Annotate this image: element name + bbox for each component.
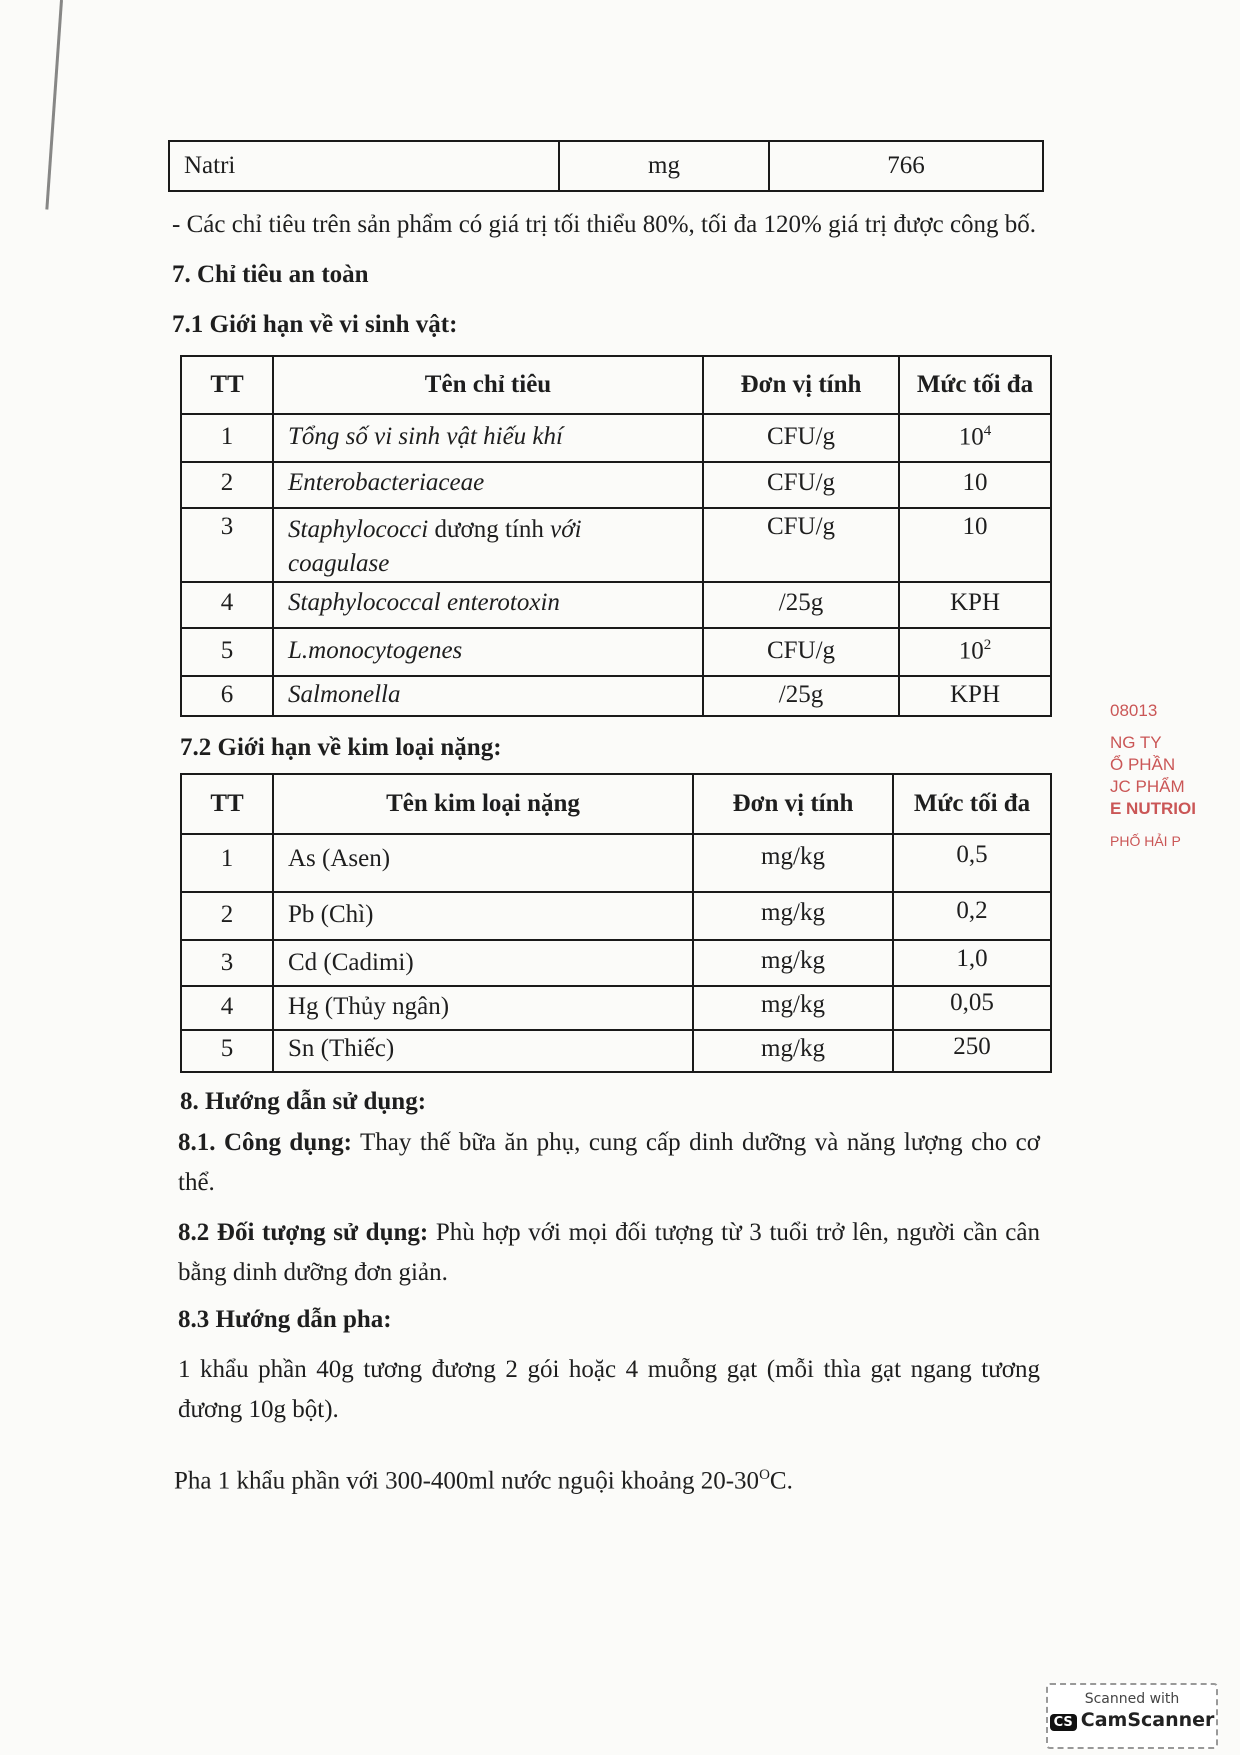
- row-no: 5: [181, 1030, 273, 1072]
- stamp-line: Ổ PHẦN: [1110, 755, 1176, 774]
- row-max: 10: [899, 462, 1051, 508]
- header-max: Mức tối đa: [893, 774, 1051, 834]
- row-unit: mg/kg: [693, 940, 893, 986]
- row-unit: mg/kg: [693, 834, 893, 892]
- row-name: As (Asen): [273, 834, 693, 892]
- row-unit: /25g: [703, 582, 899, 628]
- stamp-line: 08013: [1110, 701, 1158, 720]
- row-name: [273, 508, 703, 582]
- camscanner-logo-icon: CS: [1050, 1714, 1077, 1731]
- degree-sup: O: [759, 1467, 770, 1483]
- nutrient-name: Natri: [169, 141, 559, 191]
- section-8-1-label: 8.1. Công dụng:: [178, 1129, 352, 1156]
- heavy-metals-table: [180, 773, 1052, 1073]
- table-row: [181, 508, 1051, 582]
- max-base: 10: [958, 423, 984, 451]
- camscanner-small-text: Scanned with: [1084, 1691, 1180, 1707]
- name-part-d: coagulase: [288, 550, 390, 577]
- camscanner-brand: [1048, 1709, 1216, 1731]
- name-part-b: dương tính: [428, 516, 551, 543]
- row-no: 1: [181, 834, 273, 892]
- row-max: 10: [899, 508, 1051, 582]
- max-exp: 2: [983, 637, 992, 653]
- table-row: [181, 628, 1051, 676]
- company-stamp: [1110, 700, 1240, 910]
- row-max: 0,05: [893, 986, 1051, 1030]
- row-max: KPH: [899, 676, 1051, 716]
- row-no: 4: [181, 582, 273, 628]
- stamp-line: PHỐ HẢI P: [1110, 833, 1181, 849]
- row-no: 3: [181, 940, 273, 986]
- section-7-title: 7. Chỉ tiêu an toàn: [172, 261, 369, 288]
- row-unit: CFU/g: [703, 414, 899, 462]
- header-max: Mức tối đa: [899, 356, 1051, 414]
- row-name: Tổng số vi sinh vật hiếu khí: [273, 414, 703, 462]
- camscanner-watermark: [1046, 1683, 1218, 1749]
- section-7-2-title: 7.2 Giới hạn về kim loại nặng:: [180, 734, 502, 761]
- section-8-3-title: 8.3 Hướng dẫn pha:: [178, 1306, 392, 1333]
- table-row: [181, 986, 1051, 1030]
- table-row: [181, 676, 1051, 716]
- nutrient-unit: mg: [559, 141, 769, 191]
- row-no: 1: [181, 414, 273, 462]
- row-no: 2: [181, 892, 273, 940]
- row-name: Hg (Thủy ngân): [273, 986, 693, 1030]
- max-exp: 4: [983, 423, 992, 439]
- page-edge-line: [45, 0, 63, 210]
- row-no: 2: [181, 462, 273, 508]
- row-no: 5: [181, 628, 273, 676]
- table-row: [181, 940, 1051, 986]
- max-base: 10: [958, 637, 984, 665]
- mixing-end: C.: [769, 1467, 793, 1495]
- section-8-2-text: Phù hợp với mọi đối tượng từ 3 tuổi trở lên, người cần cân bằng dinh dưỡng đơn giản.: [178, 1219, 1040, 1286]
- stamp-line: NG TY: [1110, 733, 1162, 752]
- name-part-c: với: [550, 516, 582, 543]
- section-8-1-text: Thay thế bữa ăn phụ, cung cấp dinh dưỡng và năng lượng cho cơ thể.: [178, 1129, 1040, 1196]
- microbiology-table: [180, 355, 1052, 717]
- section-8-title: 8. Hướng dẫn sử dụng:: [180, 1088, 427, 1115]
- row-unit: mg/kg: [693, 986, 893, 1030]
- name-part-a: Staphylococci: [288, 516, 429, 543]
- row-unit: mg/kg: [693, 1030, 893, 1072]
- row-max: KPH: [899, 582, 1051, 628]
- row-max: 0,2: [893, 892, 1051, 940]
- stamp-line: JC PHẨM: [1110, 777, 1185, 796]
- camscanner-brand-text: CamScanner: [1080, 1709, 1215, 1731]
- row-name: L.monocytogenes: [273, 628, 703, 676]
- table-row: [181, 462, 1051, 508]
- row-name: Salmonella: [273, 676, 703, 716]
- table-row: [169, 141, 1043, 191]
- row-name: Staphylococcal enterotoxin: [273, 582, 703, 628]
- mixing-text: Pha 1 khẩu phần với 300-400ml nước nguội khoảng 20-30: [174, 1467, 760, 1495]
- row-no: 6: [181, 676, 273, 716]
- section-8-2-label: 8.2 Đối tượng sử dụng:: [178, 1219, 429, 1246]
- row-max: [899, 414, 1051, 462]
- table-row: [181, 1030, 1051, 1072]
- stamp-line: E NUTRIOI: [1110, 799, 1196, 818]
- table-row: [181, 892, 1051, 940]
- row-unit: CFU/g: [703, 462, 899, 508]
- note-text: - Các chỉ tiêu trên sản phẩm có giá trị tối thiểu 80%, tối đa 120% giá trị được công bố.: [172, 211, 1037, 238]
- section-8-3-text: 1 khẩu phần 40g tương đương 2 gói hoặc 4 muỗng gạt (mỗi thìa gạt ngang tương đương 10g bột).: [178, 1356, 1040, 1423]
- row-max: 250: [893, 1030, 1051, 1072]
- section-7-1-title: 7.1 Giới hạn về vi sinh vật:: [172, 311, 458, 338]
- row-max: [899, 628, 1051, 676]
- row-name: Sn (Thiếc): [273, 1030, 693, 1072]
- nutrition-table: [168, 140, 1044, 192]
- table-row: [181, 414, 1051, 462]
- table-row: [181, 582, 1051, 628]
- row-unit: CFU/g: [703, 628, 899, 676]
- section-8-1: [178, 1123, 1040, 1203]
- table-header-row: [181, 774, 1051, 834]
- header-unit: Đơn vị tính: [693, 774, 893, 834]
- row-unit: CFU/g: [703, 508, 899, 582]
- row-name: Pb (Chì): [273, 892, 693, 940]
- table-row: [181, 834, 1051, 892]
- row-no: 4: [181, 986, 273, 1030]
- header-tt: TT: [181, 356, 273, 414]
- table-header-row: [181, 356, 1051, 414]
- section-8-2: [178, 1213, 1040, 1293]
- row-unit: mg/kg: [693, 892, 893, 940]
- row-no: 3: [181, 508, 273, 582]
- nutrient-value: 766: [769, 141, 1043, 191]
- header-unit: Đơn vị tính: [703, 356, 899, 414]
- header-name: Tên chỉ tiêu: [273, 356, 703, 414]
- row-name: Cd (Cadimi): [273, 940, 693, 986]
- header-name: Tên kim loại nặng: [273, 774, 693, 834]
- row-name: Enterobacteriaceae: [273, 462, 703, 508]
- row-max: 1,0: [893, 940, 1051, 986]
- row-max: 0,5: [893, 834, 1051, 892]
- header-tt: TT: [181, 774, 273, 834]
- mixing-instruction: [174, 1455, 793, 1501]
- row-unit: /25g: [703, 676, 899, 716]
